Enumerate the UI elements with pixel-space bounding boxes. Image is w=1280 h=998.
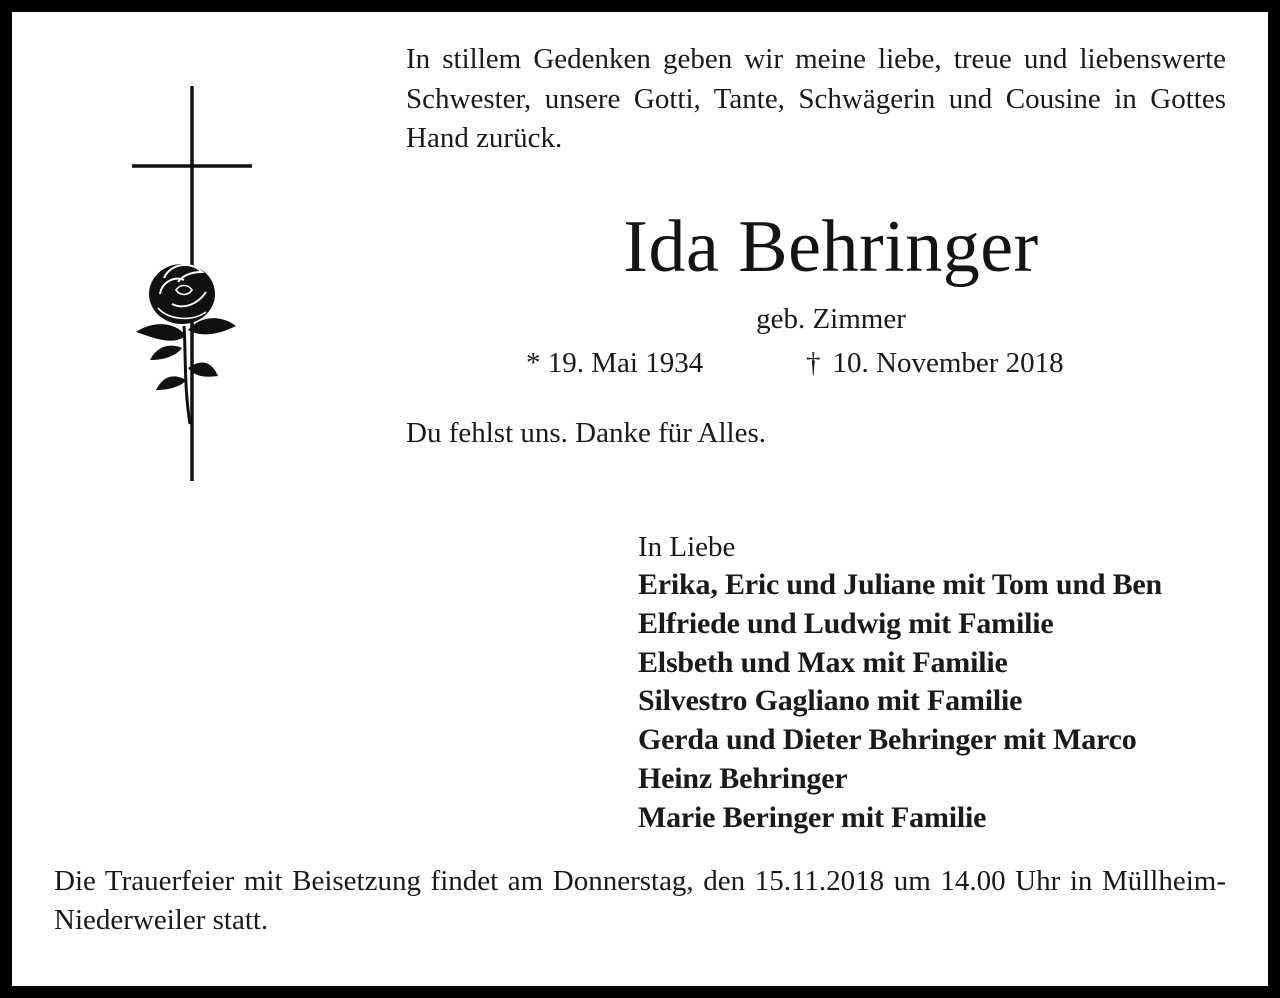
death-date: 10. November 2018 bbox=[832, 347, 1064, 379]
farewell-line: Du fehlst uns. Danke für Alles. bbox=[406, 417, 767, 449]
life-dates bbox=[406, 344, 1256, 382]
cross-with-rose-icon bbox=[132, 86, 272, 481]
death-info bbox=[806, 344, 1064, 382]
in-love-label: In Liebe bbox=[638, 531, 736, 563]
mourners-block bbox=[638, 528, 1278, 838]
rose-icon bbox=[136, 264, 236, 424]
death-cross-icon: † bbox=[806, 347, 821, 379]
maiden-name: geb. Zimmer bbox=[756, 303, 906, 335]
birth-date: * 19. Mai 1934 bbox=[526, 347, 704, 379]
mourner-line: Elfriede und Ludwig mit Familie bbox=[638, 606, 1054, 640]
mourner-line: Erika, Eric und Juliane mit Tom und Ben bbox=[638, 568, 1163, 601]
deceased-name: Ida Behringer bbox=[623, 206, 1039, 288]
mourner-line: Marie Beringer mit Familie bbox=[638, 800, 987, 834]
mourner-line: Heinz Behringer bbox=[638, 761, 848, 795]
ceremony-info: Die Trauerfeier mit Beisetzung findet am Donnerstag, den 15.11.2018 um 14.00 Uhr in Müllheim-Niederweiler statt. bbox=[54, 865, 1226, 936]
mourner-line: Elsbeth und Max mit Familie bbox=[638, 645, 1008, 679]
intro-text: In stillem Gedenken geben wir meine liebe, treue und liebenswerte Schwester, unsere Gotti, Tante, Schwägerin und Cousine in Gottes Hand zurück. bbox=[406, 43, 1226, 154]
mourner-line: Gerda und Dieter Behringer mit Marco bbox=[638, 723, 1137, 757]
mourner-line: Silvestro Gagliano mit Familie bbox=[638, 684, 1023, 718]
